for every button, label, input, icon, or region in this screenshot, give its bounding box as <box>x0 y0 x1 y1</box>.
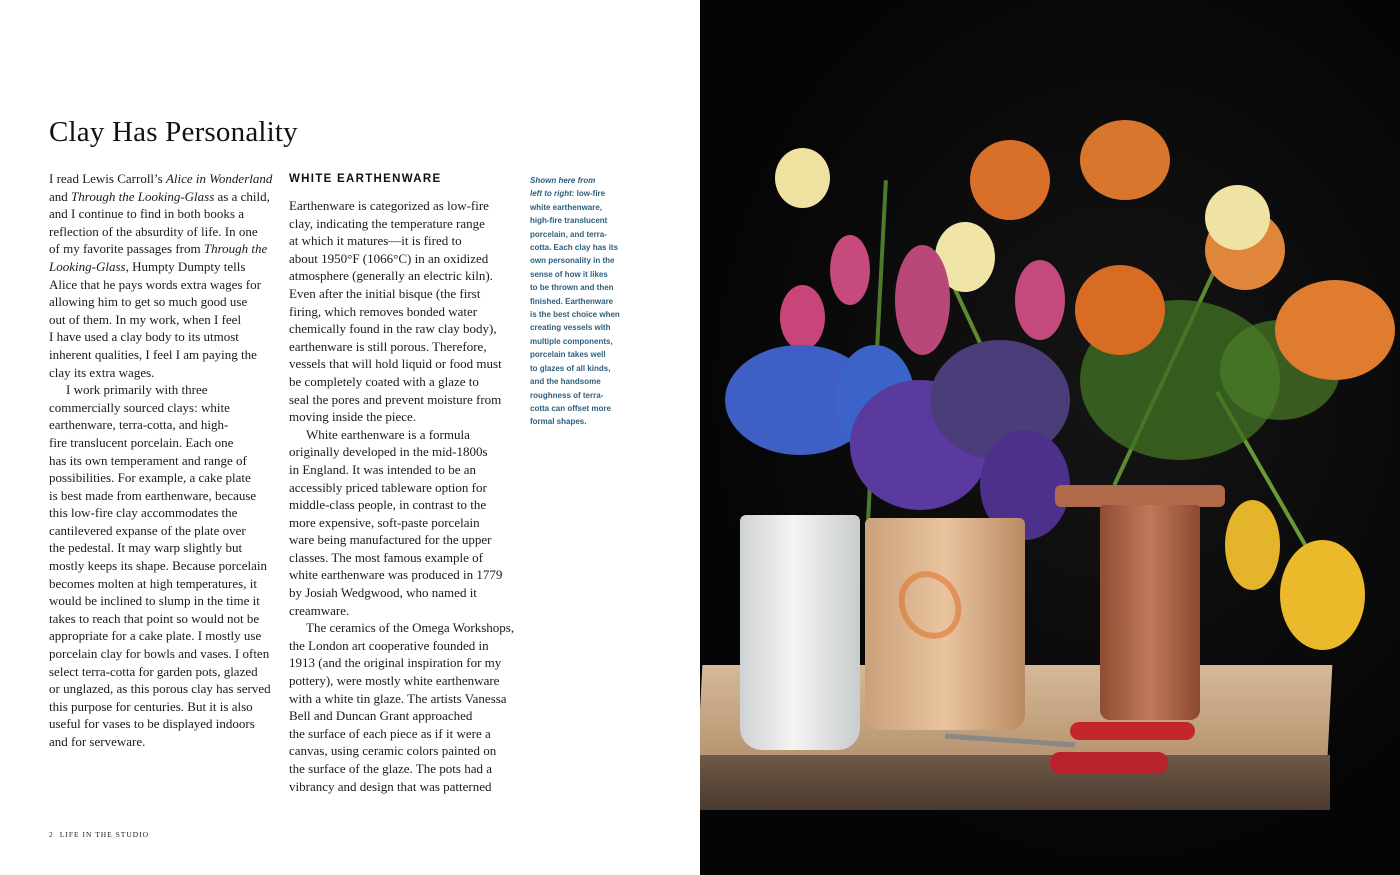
text-line <box>289 303 514 321</box>
pruning-shears-handle <box>1050 752 1168 774</box>
text-span: would be inclined to slump in the time it <box>49 593 260 609</box>
text-line <box>289 250 514 268</box>
text-span: by Josiah Wedgwood, who named it <box>289 585 477 601</box>
text-line <box>49 539 272 557</box>
text-span: ware being manufactured for the upper <box>289 532 492 548</box>
italic-text: Through the <box>203 241 268 257</box>
text-line <box>289 320 514 338</box>
daffodil-flower <box>1205 185 1270 250</box>
text-span: creating vessels with <box>530 323 611 333</box>
yellow-tulip <box>1280 540 1365 650</box>
text-span: accessibly priced tableware option for <box>289 479 487 495</box>
photo-caption <box>530 174 620 429</box>
text-line <box>49 487 272 505</box>
text-line <box>530 375 620 388</box>
text-span: the surface of each piece as if it were a <box>289 725 491 741</box>
text-span: atmosphere (generally an electric kiln). <box>289 268 493 284</box>
fritillaria-flower <box>1075 265 1165 355</box>
text-span: formal shapes. <box>530 417 587 427</box>
tulip-flower <box>1015 260 1065 340</box>
text-span: is the best choice when <box>530 310 620 320</box>
running-head: LIFE IN THE STUDIO <box>59 830 150 839</box>
text-span: and I continue to find in both books a <box>49 206 244 222</box>
text-span: this purpose for centuries. But it is also <box>49 698 253 714</box>
terracotta-vase-rim <box>1055 485 1225 507</box>
fritillaria-flower <box>1080 120 1170 200</box>
text-span: takes to reach that point so would not be <box>49 610 260 626</box>
text-span: moving inside the piece. <box>289 409 417 425</box>
text-line <box>289 672 514 690</box>
text-span: white earthenware was produced in 1779 <box>289 567 503 583</box>
text-span: or unglazed, as this porous clay has served <box>49 681 271 697</box>
text-line <box>49 698 272 716</box>
text-line <box>289 338 514 356</box>
white-earthenware-vase <box>740 515 860 750</box>
text-line <box>530 268 620 281</box>
text-span: cotta can offset more <box>530 403 611 413</box>
text-line <box>530 321 620 334</box>
text-line <box>289 408 514 426</box>
text-span: classes. The most famous example of <box>289 549 483 565</box>
text-span: I have used a clay body to its utmost <box>49 329 239 345</box>
text-line <box>49 627 272 645</box>
text-line <box>289 549 514 567</box>
text-line <box>289 725 514 743</box>
page-title: Clay Has Personality <box>49 116 298 148</box>
text-span: originally developed in the mid-1800s <box>289 444 488 460</box>
text-span: pottery), were mostly white earthenware <box>289 673 500 689</box>
text-span: clay, indicating the temperature range <box>289 215 485 231</box>
text-line <box>289 496 514 514</box>
text-line <box>289 742 514 760</box>
text-span: more expensive, soft-paste porcelain <box>289 514 480 530</box>
tulip-flower <box>830 235 870 305</box>
text-span: fire translucent porcelain. Each one <box>49 434 234 450</box>
text-line <box>49 381 272 399</box>
text-span: White earthenware is a formula <box>306 426 470 442</box>
text-line <box>49 645 272 663</box>
text-line <box>49 680 272 698</box>
text-line <box>49 610 272 628</box>
text-line <box>49 223 272 241</box>
section-heading: WHITE EARTHENWARE <box>289 173 442 185</box>
text-line <box>289 584 514 602</box>
text-line <box>49 469 272 487</box>
text-line <box>530 241 620 254</box>
text-line <box>49 733 272 751</box>
text-line <box>49 276 272 294</box>
text-line <box>49 311 272 329</box>
text-line <box>49 715 272 733</box>
body-column-2 <box>289 170 514 795</box>
text-line <box>49 434 272 452</box>
italic-text: Through the Looking-Glass <box>71 188 215 204</box>
text-span: clay its extra wages. <box>49 364 155 380</box>
text-line <box>49 399 272 417</box>
text-span: and <box>49 188 72 204</box>
text-span: multiple components, <box>530 336 613 346</box>
text-span: to be thrown and then <box>530 283 614 293</box>
text-line <box>530 308 620 321</box>
text-line <box>530 281 620 294</box>
text-span: I read Lewis Carroll’s <box>49 171 166 186</box>
text-line <box>49 240 272 258</box>
text-span: reflection of the absurdity of life. In one <box>49 223 258 239</box>
text-span: I work primarily with three <box>66 382 208 398</box>
text-line <box>530 415 620 428</box>
text-span: 1913 (and the original inspiration for my <box>289 655 502 671</box>
section-body <box>289 197 514 795</box>
text-line <box>289 514 514 532</box>
text-line <box>530 254 620 267</box>
shelf-bark-edge <box>700 755 1330 810</box>
text-line <box>289 760 514 778</box>
text-line <box>289 654 514 672</box>
text-line <box>289 232 514 250</box>
text-line <box>289 637 514 655</box>
text-line <box>530 174 620 187</box>
text-line <box>289 461 514 479</box>
text-span: commercially sourced clays: white <box>49 399 230 415</box>
text-line <box>49 452 272 470</box>
text-line <box>289 391 514 409</box>
text-span: middle-class people, in contrast to the <box>289 497 487 513</box>
text-line <box>49 205 272 223</box>
text-span: porcelain, and terra- <box>530 229 607 239</box>
text-line <box>530 389 620 402</box>
text-line <box>530 402 620 415</box>
daffodil-flower <box>775 148 830 208</box>
text-span: the London art cooperative founded in <box>289 637 489 653</box>
text-line <box>289 479 514 497</box>
text-line <box>289 619 514 637</box>
text-line <box>49 293 272 311</box>
text-span: creamware. <box>289 602 350 618</box>
text-line <box>289 443 514 461</box>
text-span: this low-fire clay accommodates the <box>49 505 238 521</box>
text-line <box>289 531 514 549</box>
text-span: Alice that he pays words extra wages for <box>49 276 261 292</box>
text-line <box>530 348 620 361</box>
text-span: allowing him to get so much good use <box>49 294 248 310</box>
text-line <box>49 416 272 434</box>
text-span: the surface of the glaze. The pots had a <box>289 761 492 776</box>
text-span: The ceramics of the Omega Workshops, <box>306 620 515 636</box>
text-span: canvas, using ceramic colors painted on <box>289 743 497 759</box>
text-span: low-fire <box>574 189 606 199</box>
text-line <box>49 504 272 522</box>
text-span: be completely coated with a glaze to <box>289 373 479 389</box>
text-span: useful for vases to be displayed indoors <box>49 716 255 732</box>
text-line <box>289 426 514 444</box>
text-span: appropriate for a cake plate. I mostly use <box>49 628 262 644</box>
fritillaria-flower <box>970 140 1050 220</box>
text-span: porcelain clay for bowls and vases. I often <box>49 646 270 662</box>
text-line <box>49 188 272 206</box>
text-span: firing, which removes bonded water <box>289 303 478 319</box>
text-line <box>49 364 272 382</box>
fritillaria-flower <box>1275 280 1395 380</box>
text-span: earthenware, terra-cotta, and high- <box>49 417 229 433</box>
text-span: to glazes of all kinds, <box>530 363 611 373</box>
text-span: at which it matures—it is fired to <box>289 233 462 249</box>
text-line <box>530 214 620 227</box>
text-span: as a child, <box>214 188 270 204</box>
pruning-shears-handle <box>1070 722 1195 740</box>
text-line <box>49 575 272 593</box>
italic-text: Shown here from <box>530 176 596 185</box>
text-line <box>530 362 620 375</box>
text-span: Even after the initial bisque (the first <box>289 285 481 301</box>
text-line <box>289 602 514 620</box>
text-line <box>530 201 620 214</box>
text-span: Earthenware is categorized as low-fire <box>289 198 489 213</box>
text-span: inherent qualities, I feel I am paying the <box>49 346 257 362</box>
text-span: the pedestal. It may warp slightly but <box>49 540 243 556</box>
text-line <box>49 328 272 346</box>
text-span: possibilities. For example, a cake plate <box>49 470 251 486</box>
text-line <box>289 707 514 725</box>
text-line <box>289 566 514 584</box>
tulip-flower <box>895 245 950 355</box>
text-span: earthenware is still porous. Therefore, <box>289 338 487 354</box>
text-span: sense of how it likes <box>530 269 608 279</box>
text-line <box>49 170 272 188</box>
text-line <box>289 690 514 708</box>
text-span: chemically found in the raw clay body), <box>289 321 497 337</box>
text-span: vessels that will hold liquid or food must <box>289 356 502 372</box>
text-span: finished. Earthenware <box>530 296 614 306</box>
text-span: and for serveware. <box>49 734 146 749</box>
body-column-1 <box>49 170 272 751</box>
text-span: with a white tin glaze. The artists Vanessa <box>289 690 507 706</box>
italic-text: Alice in Wonderland <box>165 171 273 186</box>
text-span: and the handsome <box>530 377 601 387</box>
text-span: in England. It was intended to be an <box>289 461 477 477</box>
text-line <box>289 215 514 233</box>
text-span: select terra-cotta for garden pots, glazed <box>49 663 258 679</box>
text-span: is best made from earthenware, because <box>49 487 257 503</box>
tulip-flower <box>780 285 825 350</box>
text-span: about 1950°F (1066°C) in an oxidized <box>289 250 489 266</box>
text-line <box>289 285 514 303</box>
text-span: roughness of terra- <box>530 390 604 400</box>
text-line <box>49 592 272 610</box>
text-span: vibrancy and design that was patterned <box>289 778 492 794</box>
page-number: 2 <box>49 830 54 839</box>
text-line <box>49 522 272 540</box>
text-line <box>289 355 514 373</box>
text-line <box>289 373 514 391</box>
text-span: high-fire translucent <box>530 216 608 226</box>
text-span: cotta. Each clay has its <box>530 243 619 253</box>
text-line <box>49 258 272 276</box>
text-span: white earthenware, <box>530 202 603 212</box>
text-line <box>530 228 620 241</box>
text-line <box>289 267 514 285</box>
text-span: of my favorite passages from <box>49 241 204 257</box>
vases-flowers-photo <box>700 0 1400 875</box>
text-line <box>49 663 272 681</box>
italic-text: Looking-Glass <box>49 258 126 274</box>
terracotta-vase <box>1100 505 1200 720</box>
text-span: , Humpty Dumpty tells <box>125 258 246 274</box>
text-span: has its own temperament and range of <box>49 452 247 468</box>
text-line <box>530 187 620 200</box>
text-span: becomes molten at high temperatures, it <box>49 575 257 591</box>
text-line <box>289 197 514 215</box>
text-line <box>49 557 272 575</box>
text-span: cantilevered expanse of the plate over <box>49 522 246 538</box>
text-span: own personality in the <box>530 256 615 266</box>
text-span: Bell and Duncan Grant approached <box>289 708 473 724</box>
yellow-tulip <box>1225 500 1280 590</box>
text-span: mostly keeps its shape. Because porcelain <box>49 558 268 574</box>
text-span: porcelain takes well <box>530 350 606 360</box>
text-span: seal the pores and prevent moisture from <box>289 391 502 407</box>
text-line <box>530 295 620 308</box>
italic-text: left to right: <box>530 189 575 199</box>
text-span: out of them. In my work, when I feel <box>49 311 242 327</box>
text-line <box>49 346 272 364</box>
page-footer <box>49 830 155 839</box>
text-line <box>530 335 620 348</box>
text-line <box>289 778 514 796</box>
